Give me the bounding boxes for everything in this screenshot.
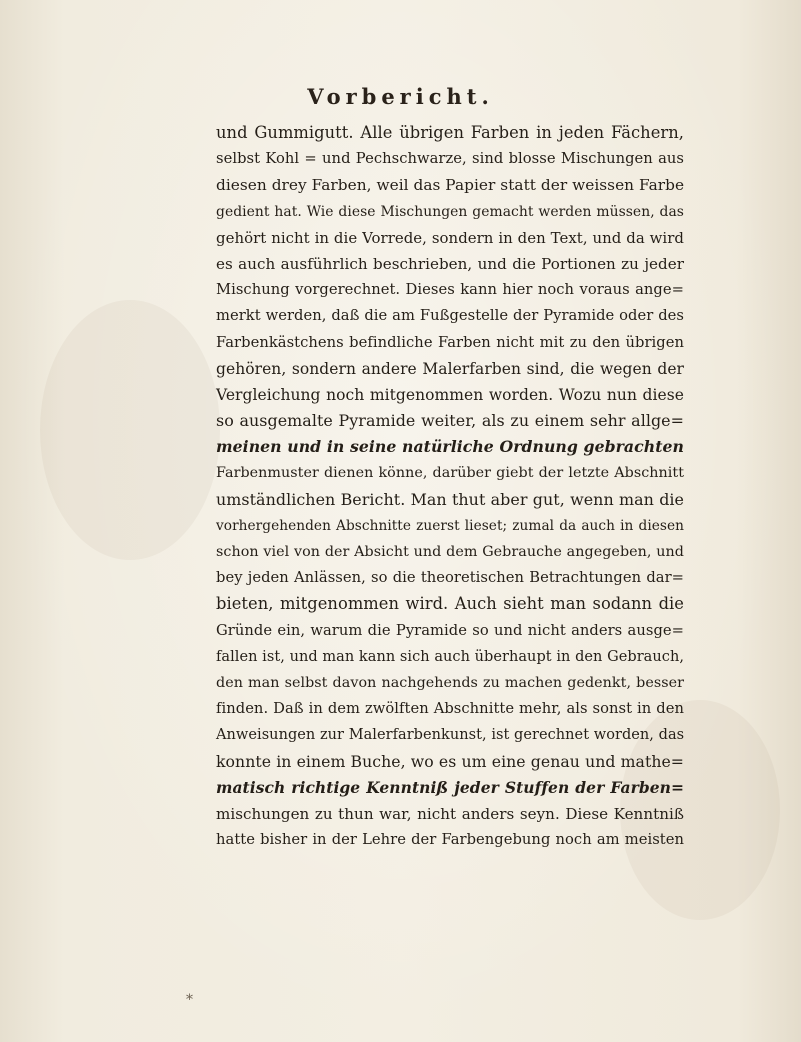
catchword-mark: * (186, 992, 193, 1008)
text-line: diesen drey Farben, weil das Papier statt der weissen Farbe (216, 176, 685, 195)
text-line: mischungen zu thun war, nicht anders seyn. Diese Kenntniß (216, 804, 684, 823)
text-line: konnte in einem Buche, wo es um eine genau und mathe= (216, 751, 684, 771)
text-line: selbst Kohl = und Pechschwarze, sind blosse Mischungen aus (216, 150, 684, 168)
text-line: fallen ist, und man kann sich auch überhaupt in den Gebrauch, (216, 648, 684, 665)
text-line: matisch richtige Kenntniß jeder Stuffen der Farben= (216, 777, 684, 797)
text-line: Farbenkästchens befindliche Farben nicht mit zu den übrigen (216, 333, 684, 351)
text-line: schon viel von der Absicht und dem Gebrauche angegeben, und (216, 544, 684, 560)
text-line: bey jeden Anlässen, so die theoretischen Betrachtungen dar= (216, 569, 684, 587)
text-line: Gründe ein, warum die Pyramide so und nicht anders ausge= (216, 621, 684, 639)
text-line: und Gummigutt. Alle übrigen Farben in jeden Fächern, (216, 123, 684, 142)
text-line: den man selbst davon nachgehends zu machen gedenkt, besser (216, 674, 684, 691)
paper-stain (40, 300, 220, 560)
text-line: meinen und in seine natürliche Ordnung gebrachten (216, 437, 684, 457)
text-line: vorhergehenden Abschnitte zuerst lieset; zumal da auch in diesen (216, 517, 684, 534)
text-line: merkt werden, daß die am Fußgestelle der Pyramide oder des (216, 307, 684, 325)
text-line: Mischung vorgerechnet. Dieses kann hier noch voraus ange= (216, 281, 684, 299)
body-text (216, 120, 684, 853)
text-line: so ausgemalte Pyramide weiter, als zu einem sehr allge= (216, 411, 684, 431)
text-line: finden. Daß in dem zwölften Abschnitte mehr, als sonst in den (216, 700, 684, 718)
text-line: Vergleichung noch mitgenommen worden. Wozu nun diese (216, 385, 684, 404)
text-line: Farbenmuster dienen könne, darüber giebt der letzte Abschnitt (216, 465, 684, 482)
text-line: gehört nicht in die Vorrede, sondern in den Text, und da wird (216, 228, 684, 247)
text-line: Anweisungen zur Malerfarbenkunst, ist gerechnet worden, das (216, 727, 685, 744)
text-line: gehören, sondern andere Malerfarben sind, die wegen der (216, 359, 684, 378)
running-head: Vorbericht. (307, 84, 494, 109)
text-line: umständlichen Bericht. Man thut aber gut, wenn man die (216, 489, 684, 509)
text-line: es auch ausführlich beschrieben, und die Portionen zu jeder (216, 254, 684, 273)
text-line: bieten, mitgenommen wird. Auch sieht man sodann die (216, 594, 684, 614)
text-line: hatte bisher in der Lehre der Farbengebung noch am meisten (216, 831, 684, 849)
text-line: gedient hat. Wie diese Mischungen gemacht werden müssen, das (216, 203, 684, 220)
